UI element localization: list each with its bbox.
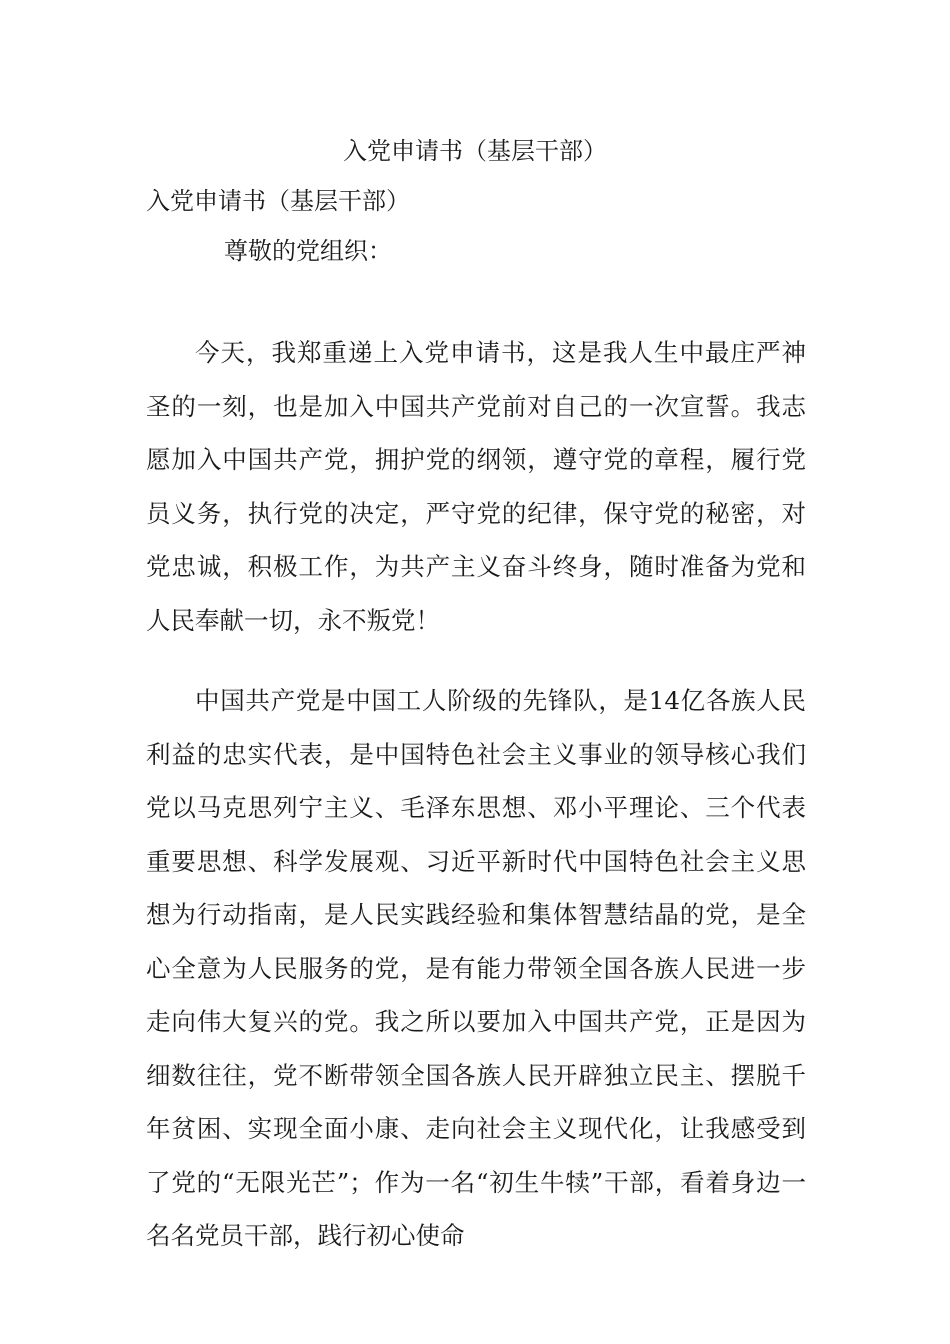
document-subtitle: 入党申请书（基层干部） — [146, 187, 410, 215]
paragraph-party-understanding: 中国共产党是中国工人阶级的先锋队，是14亿各族人民利益的忠实代表，是中国特色社会主义事业的领导核心我们党以马克思列宁主义、毛泽东思想、邓小平理论、三个代表重要思想、科学发展观、习近平新时代中国特色社会主义思想为行动指南，是人民实践经验和集体智慧结晶的党，是全心全意为人民服务的党，是有能力带领全国各族人民进一步走向伟大复兴的党。我之所以要加入中国共产党，正是因为细数往往，党不断带领全国各族人民开辟独立民主、摆脱千年贫困、实现全面小康、走向社会主义现代化，让我感受到了党的“无限光芒”；作为一名“初生牛犊”干部，看着身边一名名党员干部，践行初心使命 — [146, 686, 806, 1250]
document-title: 入党申请书（基层干部） — [343, 137, 607, 165]
paragraph-pledge: 今天，我郑重递上入党申请书，这是我人生中最庄严神圣的一刻，也是加入中国共产党前对自己的一次宣誓。我志愿加入中国共产党，拥护党的纲领，遵守党的章程，履行党员义务，执行党的决定，严守党的纪律，保守党的秘密，对党忠诚，积极工作，为共产主义奋斗终身，随时准备为党和人民奉献一切，永不叛党！ — [146, 338, 806, 635]
salutation: 尊敬的党组织： — [224, 237, 392, 265]
